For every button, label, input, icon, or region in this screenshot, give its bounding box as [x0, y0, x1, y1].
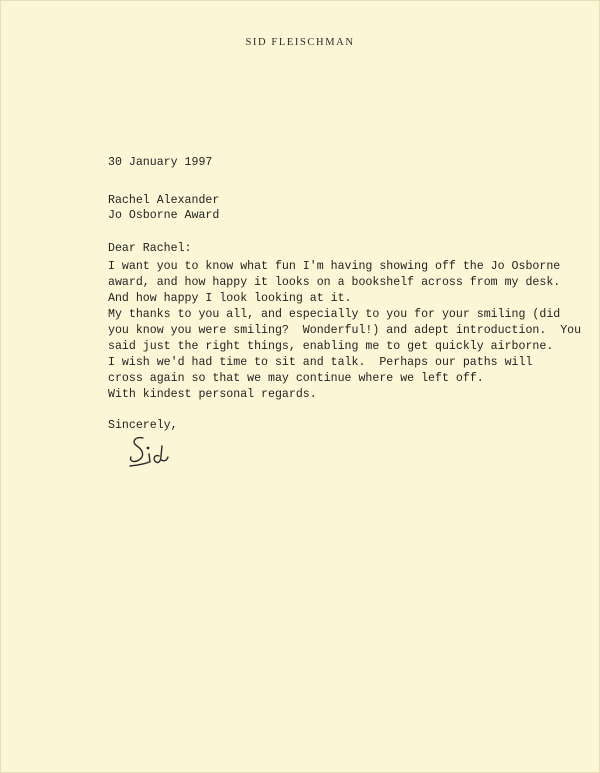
- paragraph-2: My thanks to you all, and especially to you for your smiling (did you know you were smiling? Wonderful!) and adept introduction. You said just the right things, enabling me to get quickly airborne.: [108, 308, 582, 353]
- salutation: Dear Rachel:: [108, 242, 192, 255]
- paragraph-1: I want you to know what fun I'm having showing off the Jo Osborne award, and how happy it looks on a bookshelf across from my desk. And how happy I look looking at it.: [108, 260, 561, 305]
- paragraph-3: I wish we'd had time to sit and talk. Perhaps our paths will cross again so that we may continue where we left off.: [108, 356, 533, 385]
- signature-icon: [125, 432, 185, 477]
- letterhead: SID FLEISCHMAN: [245, 37, 355, 48]
- recipient-title: Jo Osborne Award: [108, 209, 220, 222]
- letter-date: 30 January 1997: [108, 156, 213, 169]
- recipient-name: Rachel Alexander: [108, 194, 220, 207]
- paragraph-4: With kindest personal regards.: [108, 388, 317, 401]
- closing: Sincerely,: [108, 419, 178, 432]
